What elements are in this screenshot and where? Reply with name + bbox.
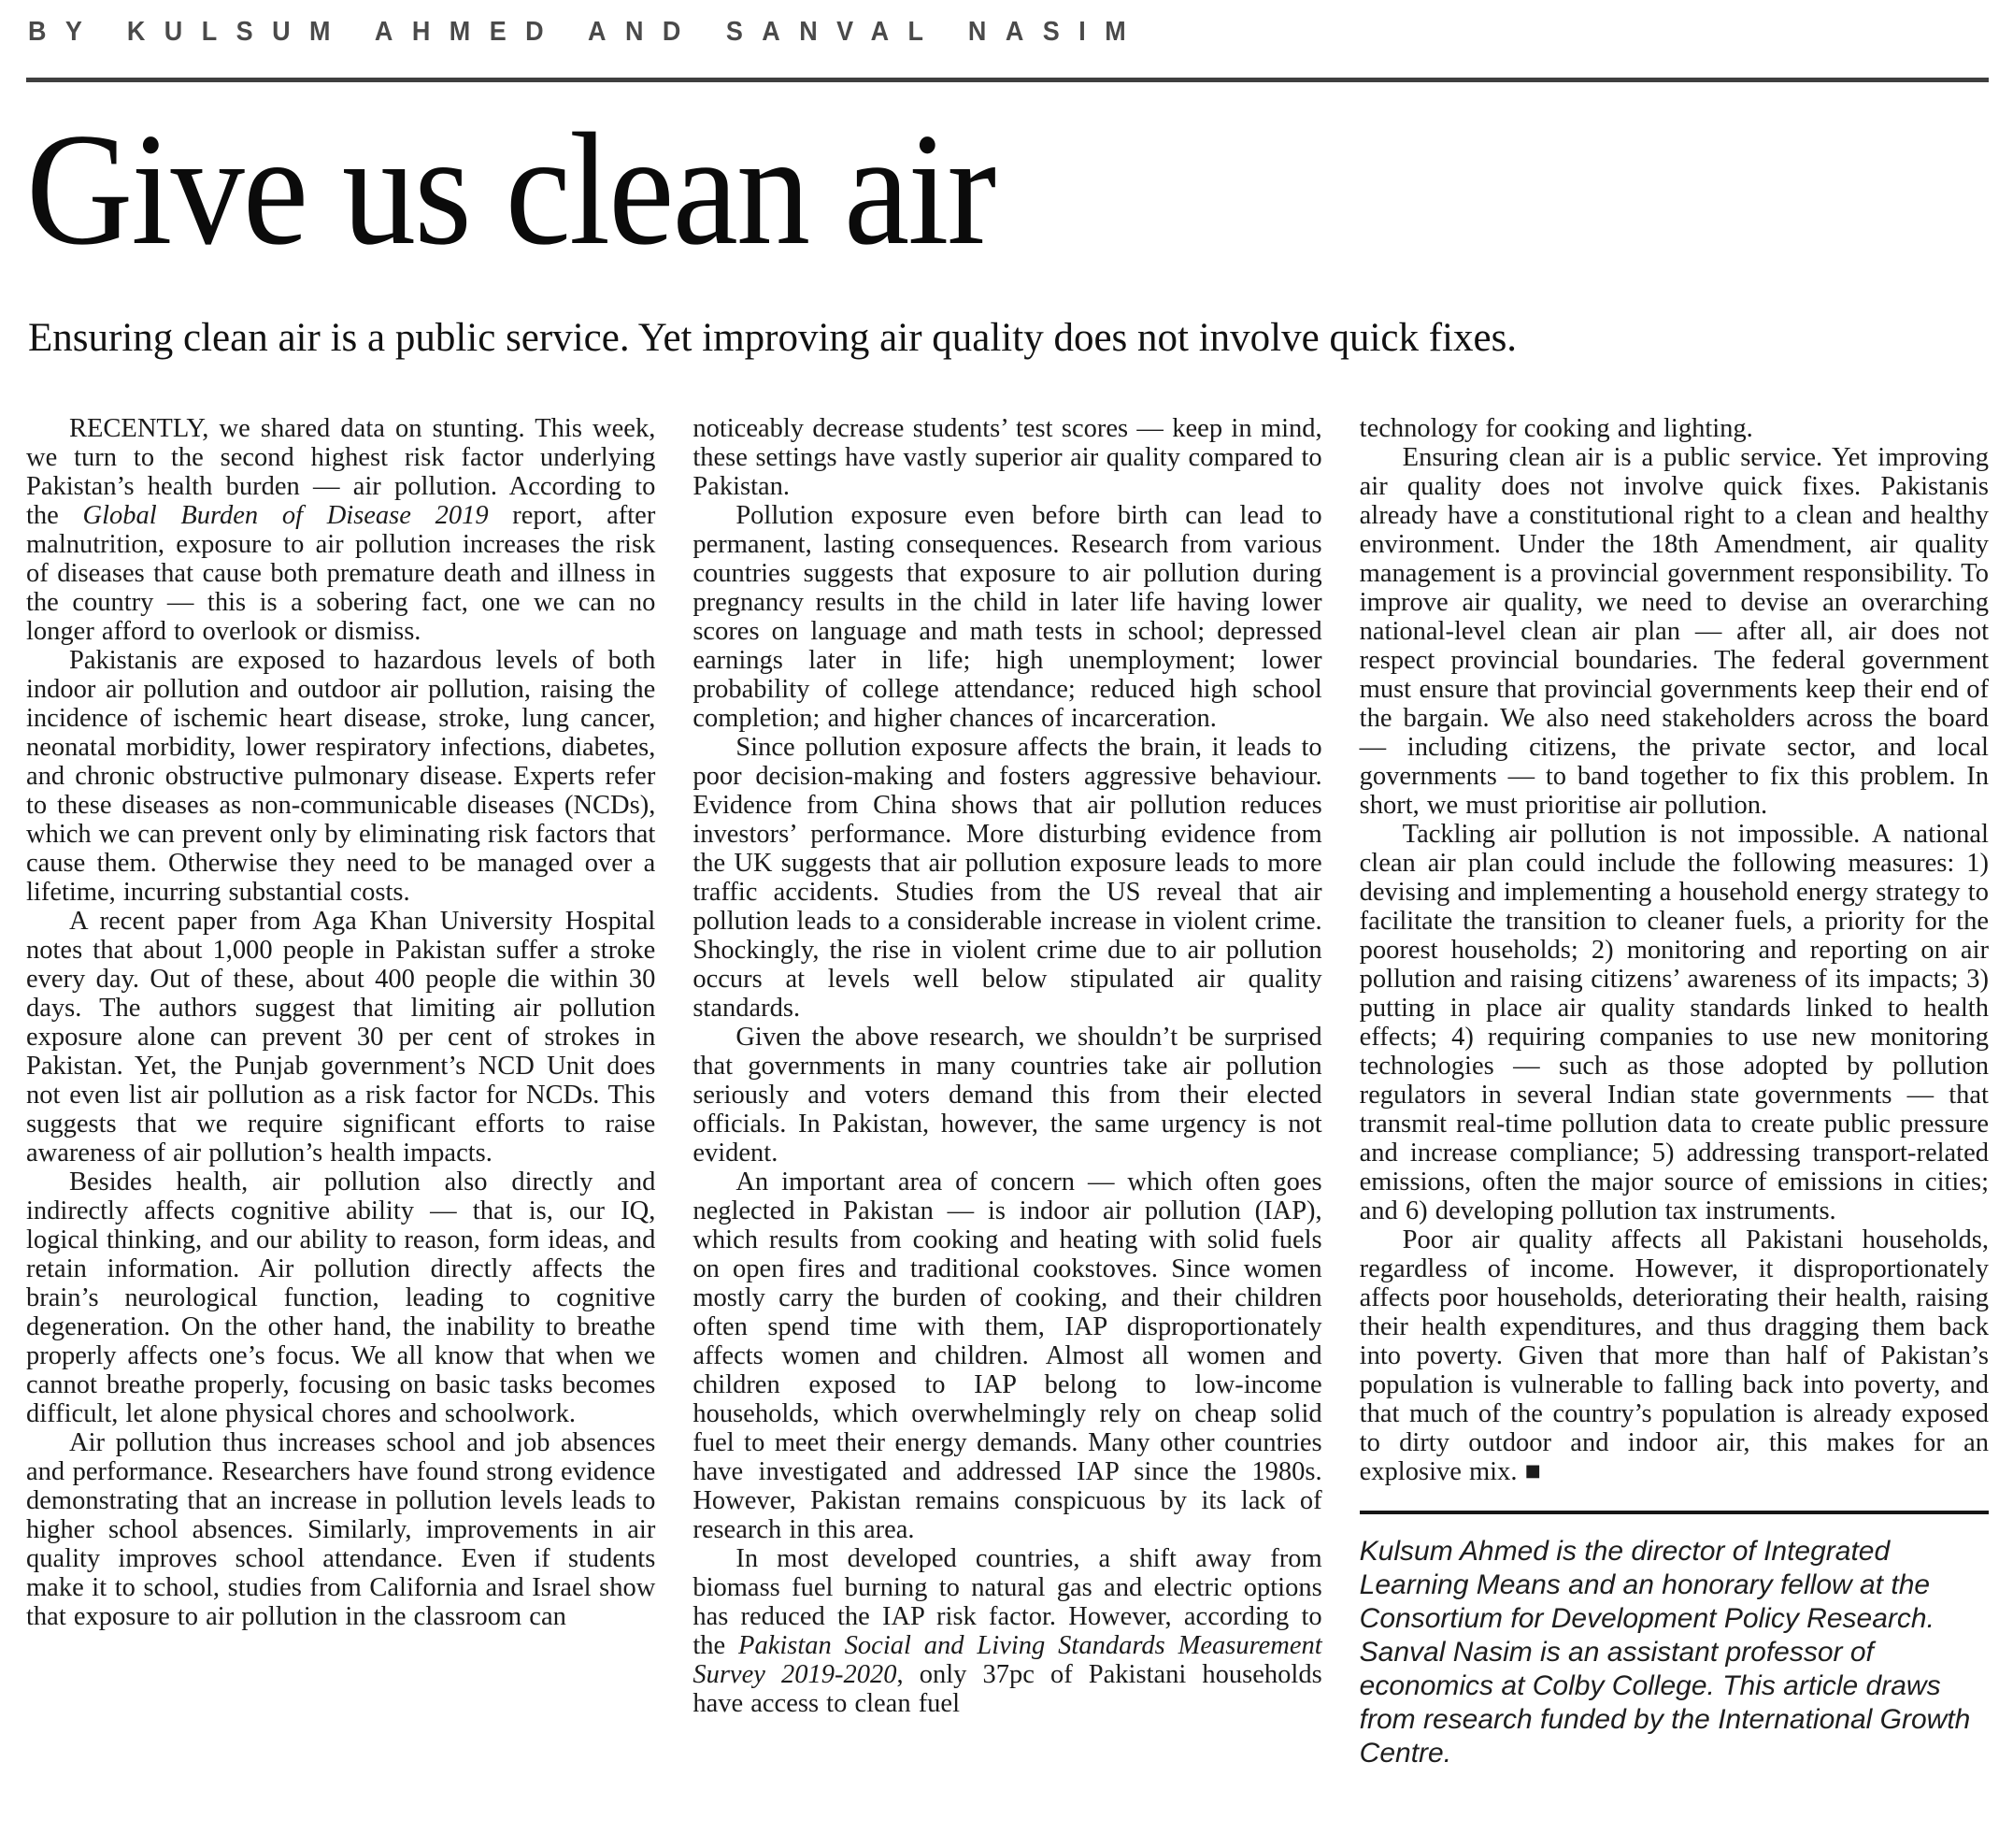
paragraph-text: technology for cooking and lighting.: [1359, 413, 1753, 443]
article-paragraph: [1360, 820, 1989, 1225]
article-header: [26, 17, 1989, 362]
article-paragraph: [692, 1023, 1321, 1168]
paragraph-text: Poor air quality affects all Pakistani households, regardless of income. However, it disproportionately affects poor households, deteriorating their health, raising their health expenditures, and thus dragging them back into poverty. Given that more than half of Pakistan’s population is vulnerable to falling back into poverty, and that much of the country’s population is already exposed to dirty outdoor and indoor air, this makes for an explosive mix.: [1359, 1225, 1989, 1486]
end-of-article-mark: ■: [1517, 1456, 1541, 1486]
paragraph-text: In most developed countries, a shift away from biomass fuel burning to natural gas and electric options has reduced the IAP risk factor. However, according to the: [692, 1543, 1322, 1660]
bio-divider-rule: [1360, 1511, 1989, 1514]
article-paragraph: [692, 1168, 1321, 1544]
article-paragraph: [26, 1168, 655, 1428]
paragraph-text: Ensuring clean air is a public service. Yet improving air quality does not involve quick fixes. Pakistanis already have a constitutional right to a clean and healthy environment. Under the 18th Amendment, air quality management is a provincial government responsibility. To improve air quality, we need to devise an overarching national-level clean air plan — after all, air does not respect provincial boundaries. The federal government must ensure that provincial governments keep their end of the bargain. We also need stakeholders across the board — including citizens, the private sector, and local governments — to band together to fix this problem. In short, we must prioritise air pollution.: [1359, 442, 1989, 820]
column-2-paragraphs: [692, 414, 1321, 1718]
byline: BY KULSUM AHMED AND SANVAL NASIM: [28, 17, 1146, 47]
paragraph-text: report, after malnutrition, exposure to air pollution increases the risk of diseases that cause both premature death and illness in the country — this is a sobering fact, one we can no longer afford to overlook or dismiss.: [26, 500, 656, 646]
paragraph-text: Besides health, air pollution also directly and indirectly affects cognitive ability — that is, our IQ, logical thinking, and our ability to reason, form ideas, and retain information. Air pollution directly affects the brain’s neurological function, leading to cognitive degeneration. On the other hand, the inability to breathe properly affects one’s focus. We all know that when we cannot breathe properly, focusing on basic tasks becomes difficult, let alone physical chores and schoolwork.: [26, 1167, 656, 1428]
article-paragraph: [26, 414, 655, 646]
paragraph-text: Tackling air pollution is not impossible. A national clean air plan could include the following measures: 1) devising and implementing a household energy strategy to facilitate the transition to cleaner fuels, a priority for the poorest households; 2) monitoring and reporting on air pollution and raising citizens’ awareness of its impacts; 3) putting in place air quality standards linked to health effects; 4) requiring companies to use new monitoring technologies — such as those adopted by pollution regulators in several Indian state governments — that transmit real-time pollution data to create public pressure and increase compliance; 5) addressing transport-related emissions, often the major source of emissions in cities; and 6) developing pollution tax instruments.: [1359, 819, 1989, 1225]
standfirst: Ensuring clean air is a public service. Yet improving air quality does not involve quick fixes.: [28, 316, 1518, 361]
column-1-paragraphs: [26, 414, 655, 1631]
article-paragraph: [692, 501, 1321, 733]
article-body: [26, 414, 1989, 1770]
paragraph-text: noticeably decrease students’ test scores — keep in mind, these settings have vastly superior air quality compared to Pakistan.: [692, 413, 1322, 501]
article-paragraph: [692, 733, 1321, 1023]
paragraph-text: An important area of concern — which often goes neglected in Pakistan — is indoor air pollution (IAP), which results from cooking and heating with solid fuels on open fires and traditional cookstoves. Since women mostly carry the burden of cooking, and their children often spend time with them, IAP disproportionately affects women and children. Almost all women and children exposed to IAP belong to low-income households, which overwhelmingly rely on cheap solid fuel to meet their energy demands. Many other countries have investigated and addressed IAP since the 1980s. However, Pakistan remains conspicuous by its lack of research in this area.: [692, 1167, 1322, 1544]
paragraph-text: Air pollution thus increases school and job absences and performance. Researchers have found strong evidence demonstrating that an increase in pollution levels leads to higher school absences. Similarly, improvements in air quality improves school attendance. Even if students make it to school, studies from California and Israel show that exposure to air pollution in the classroom can: [26, 1427, 656, 1631]
paragraph-text: A recent paper from Aga Khan University Hospital notes that about 1,000 people in Pakistan suffer a stroke every day. Out of these, about 400 people die within 30 days. The authors suggest that limiting air pollution exposure alone can prevent 30 per cent of strokes in Pakistan. Yet, the Punjab government’s NCD Unit does not even list air pollution as a risk factor for NCDs. This suggests that we require significant efforts to raise awareness of air pollution’s health impacts.: [26, 906, 656, 1168]
author-bio: Kulsum Ahmed is the director of Integrated Learning Means and an honorary fellow at the Consortium for Development Policy Research. Sanval Nasim is an assistant professor of economics at Colby College. This article draws from research funded by the International Growth Centre.: [1359, 1535, 1971, 1769]
article-paragraph: [1360, 414, 1989, 443]
article-paragraph: [26, 646, 655, 907]
article-paragraph: [692, 1544, 1321, 1718]
article-paragraph: [692, 414, 1321, 501]
article-paragraph: [1360, 443, 1989, 820]
paragraph-text: RECENTLY, we shared data on stunting. This week, we turn to the second highest risk factor underlying Pakistan’s health burden — air pollution. According to the: [26, 413, 656, 530]
italic-publication-title: Pakistan Social and Living Standards Measurement Survey 2019-2020: [692, 1630, 1322, 1689]
paragraph-text: Pollution exposure even before birth can lead to permanent, lasting consequences. Research from various countries suggests that exposure to air pollution during pregnancy results in the child in later life having lower scores on language and math tests in school; depressed earnings later in life; high unemployment; lower probability of college attendance; reduced high school completion; and higher chances of incarceration.: [692, 500, 1322, 733]
article-paragraph: [26, 1428, 655, 1631]
byline-rule: [26, 78, 1989, 82]
article-column-3: [1360, 414, 1989, 1770]
column-3-paragraphs: [1360, 414, 1989, 1486]
paragraph-text: , only 37pc of Pakistani households have access to clean fuel: [692, 1659, 1322, 1718]
article-paragraph: [26, 907, 655, 1168]
article-column-2: [692, 414, 1321, 1718]
article-paragraph: [1360, 1225, 1989, 1486]
headline: Give us clean air: [26, 101, 995, 279]
article-column-1: [26, 414, 655, 1631]
paragraph-text: Pakistanis are exposed to hazardous levels of both indoor air pollution and outdoor air pollution, raising the incidence of ischemic heart disease, stroke, lung cancer, neonatal morbidity, lower respiratory infections, diabetes, and chronic obstructive pulmonary disease. Experts refer to these diseases as non-communicable diseases (NCDs), which we can prevent only by eliminating risk factors that cause them. Otherwise they need to be managed over a lifetime, incurring substantial costs.: [26, 645, 656, 907]
italic-publication-title: Global Burden of Disease 2019: [82, 500, 489, 530]
paragraph-text: Since pollution exposure affects the brain, it leads to poor decision-making and fosters aggressive behaviour. Evidence from China shows that air pollution reduces investors’ performance. More disturbing evidence from the UK suggests that air pollution exposure leads to more traffic accidents. Studies from the US reveal that air pollution leads to a considerable increase in violent crime. Shockingly, the rise in violent crime due to air pollution occurs at levels well below stipulated air quality standards.: [692, 732, 1322, 1023]
paragraph-text: Given the above research, we shouldn’t be surprised that governments in many countries take air pollution seriously and voters demand this from their elected officials. In Pakistan, however, the same urgency is not evident.: [692, 1022, 1322, 1168]
